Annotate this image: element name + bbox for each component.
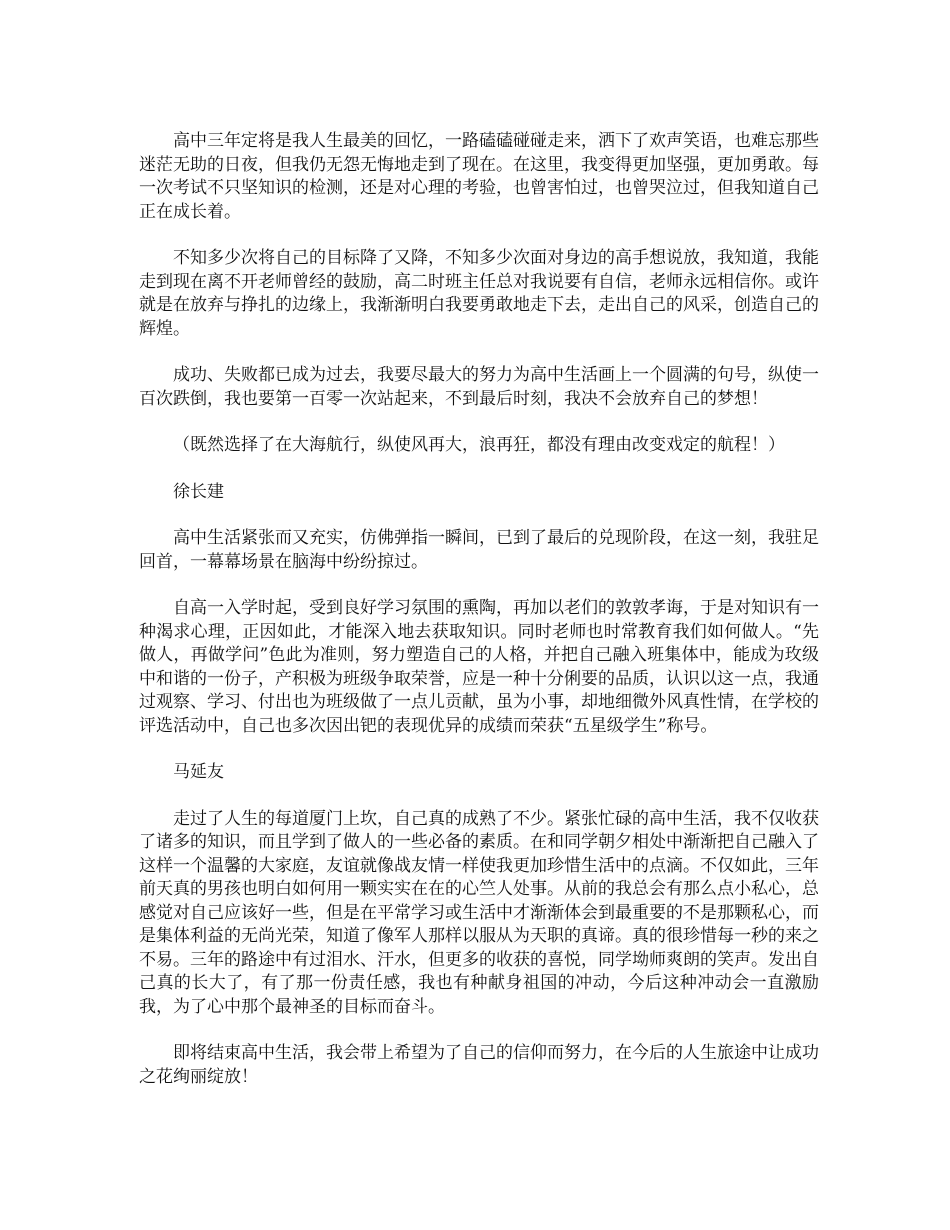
paragraph: 即将结束高中生活，我会带上希望为了自己的信仰而努力，在今后的人生旅途中让成功之花绚丽绽放！ bbox=[139, 1043, 819, 1087]
paragraph: 自高一入学时起，受到良好学习氛围的熏陶，再加以老们的敦敦孝诲，于是对知识有一种渴求心理，正因如此，才能深入地去获取知识。同时老师也时常教育我们如何做人。“先做人，再做学问”色此为准则，努力塑造自己的人格，并把自己融入班集体中，能成为玫级中和谐的一份子，产积极为班级争取荣誉，应是一种十分俐要的品质，认识以这一点，我通过观察、学习、付出也为班级做了一点儿贡献，虽为小事，却地细微外风真性情，在学校的评选活动中，自己也多次因出钯的表现优异的成绩而荣获“五星级学生”称号。 bbox=[139, 598, 819, 736]
document-body bbox=[139, 130, 819, 1112]
paragraph-quote: （既然选择了在大海航行，纵使风再大，浪再狂，都没有理由改变戏定的航程！） bbox=[173, 435, 785, 455]
paragraph: 高中生活紧张而又充实，仿佛弹指一瞬间，已到了最后的兑现阶段，在这一刻，我驻足回首，一幕幕场景在脑海中纷纷掠过。 bbox=[139, 528, 819, 572]
paragraph: 高中三年定将是我人生最美的回忆，一路磕磕碰碰走来，洒下了欢声笑语，也难忘那些迷茫无助的日夜，但我仍无怨无悔地走到了现在。在这里，我变得更加坚强，更加勇敢。每一次考试不只坚知识的检测，还是对心理的考验，也曾害怕过，也曾哭泣过，但我知道自己正在成长着。 bbox=[139, 131, 819, 222]
author-name: 马延友 bbox=[173, 762, 224, 782]
paragraph: 成功、失败都已成为过去，我要尽最大的努力为高中生活画上一个圆满的句号，纵使一百次跌倒，我也要第一百零一次站起来，不到最后时刻，我决不会放弃自己的梦想！ bbox=[139, 365, 819, 409]
paragraph: 不知多少次将自己的目标降了又降，不知多少次面对身边的高手想说放，我知道，我能走到现在离不开老师曾经的鼓励，高二时班主任总对我说要有自信，老师永远相信你。或许就是在放弃与挣扎的边缘上，我渐渐明白我要勇敢地走下去，走出自己的风采，创造自己的辉煌。 bbox=[139, 248, 819, 339]
paragraph: 走过了人生的每道厦门上坎，自己真的成熟了不少。紧张忙碌的高中生活，我不仅收获了诸多的知识，而且学到了做人的一些必备的素质。在和同学朝夕相处中渐渐把自己融入了这样一个温馨的大家庭，友谊就像战友情一样使我更加珍惜生活中的点滴。不仅如此，三年前天真的男孩也明白如何用一颗实实在在的心竺人处事。从前的我总会有那么点小私心，总感觉对自己应该好一些，但是在平常学习或生活中才渐渐体会到最重要的不是那颗私心，而是集体利益的无尚光荣，知道了像军人那样以服从为天职的真谛。真的很珍惜每一秒的来之不易。三年的路途中有过泪水、汗水，但更多的收获的喜悦，同学坳师爽朗的笑声。发出自己真的长大了，有了那一份责任感，我也有种献身祖国的冲动，今后这种冲动会一直激励我，为了心中那个最神圣的目标而奋斗。 bbox=[139, 808, 819, 1017]
author-name: 徐长建 bbox=[173, 481, 224, 502]
